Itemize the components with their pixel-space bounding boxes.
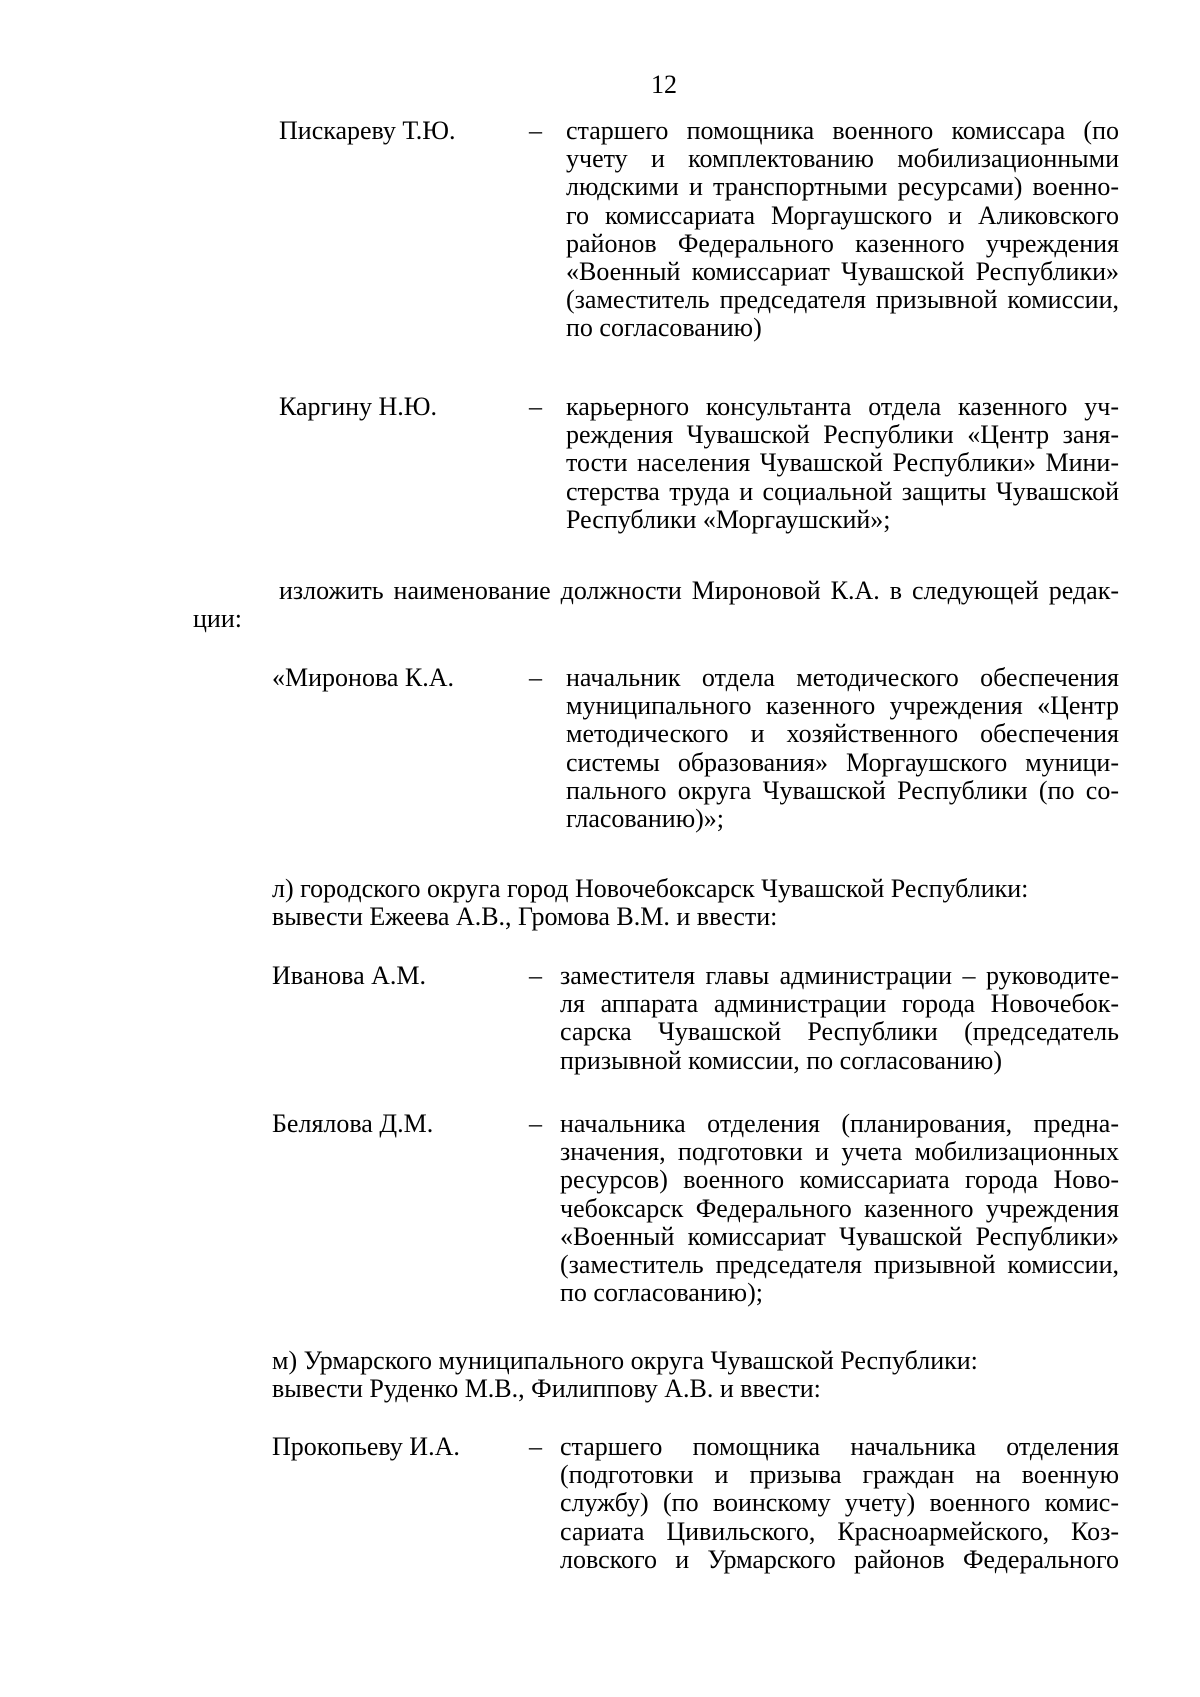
page-number: 12 [651,70,677,99]
person-name: «Миронова К.А. [272,663,455,692]
instruction-paragraph: изложить наименование должности Мироновой К.А. в следующей редак- [279,576,1119,605]
instruction-paragraph-continuation: ции: [193,604,242,633]
position-description: старшего помощника начальника отделения (подготовки и призыва граждан на военную службу) (по воинскому учету) военного комис- сариата Цивильского, Красноармейского, Коз- ловского и Урмарского районов Федерального [560,1432,1119,1574]
position-description: заместителя главы администрации – руководите- ля аппарата администрации города Новочебок- сарска Чувашской Республики (председатель призывной комиссии, по согласованию) [560,961,1119,1075]
dash-separator: – [529,663,542,692]
person-name: Пискареву Т.Ю. [279,116,456,145]
dash-separator: – [529,116,542,145]
section-instruction: вывести Руденко М.В., Филиппову А.В. и ввести: [272,1374,821,1403]
person-name: Иванова А.М. [272,961,427,990]
section-instruction: вывести Ежеева А.В., Громова В.М. и ввести: [272,902,778,931]
section-heading: м) Урмарского муниципального округа Чувашской Республики: [272,1346,978,1375]
position-description: начальник отдела методического обеспечения муниципального казенного учреждения «Центр методического и хозяйственного обеспечения системы образования» Моргаушского муници- пального округа Чувашской Республики (по со- гласованию)»; [566,663,1119,834]
person-name: Белялова Д.М. [272,1109,434,1138]
dash-separator: – [529,392,542,421]
position-description: начальника отделения (планирования, предна- значения, подготовки и учета мобилизационных ресурсов) военного комиссариата города Ново- чебоксарск Федерального казенного учреждения «Военный комиссариат Чувашской Республики» (заместитель председателя призывной комиссии, по согласованию); [560,1109,1119,1308]
section-heading: л) городского округа город Новочебоксарск Чувашской Республики: [272,874,1029,903]
dash-separator: – [529,961,542,990]
position-description: карьерного консультанта отдела казенного уч- реждения Чувашской Республики «Центр заня- тости населения Чувашской Республики» Мини- стерства труда и социальной защиты Чувашской Республики «Моргаушский»; [566,392,1119,534]
dash-separator: – [529,1109,542,1138]
dash-separator: – [529,1432,542,1461]
person-name: Каргину Н.Ю. [279,392,438,421]
position-description: старшего помощника военного комиссара (по учету и комплектованию мобилизационными людскими и транспортными ресурсами) военно- го комиссариата Моргаушского и Аликовского районов Федерального казенного учреждения «Военный комиссариат Чувашской Республики» (заместитель председателя призывной комиссии, по согласованию) [566,116,1119,343]
person-name: Прокопьеву И.А. [272,1432,460,1461]
